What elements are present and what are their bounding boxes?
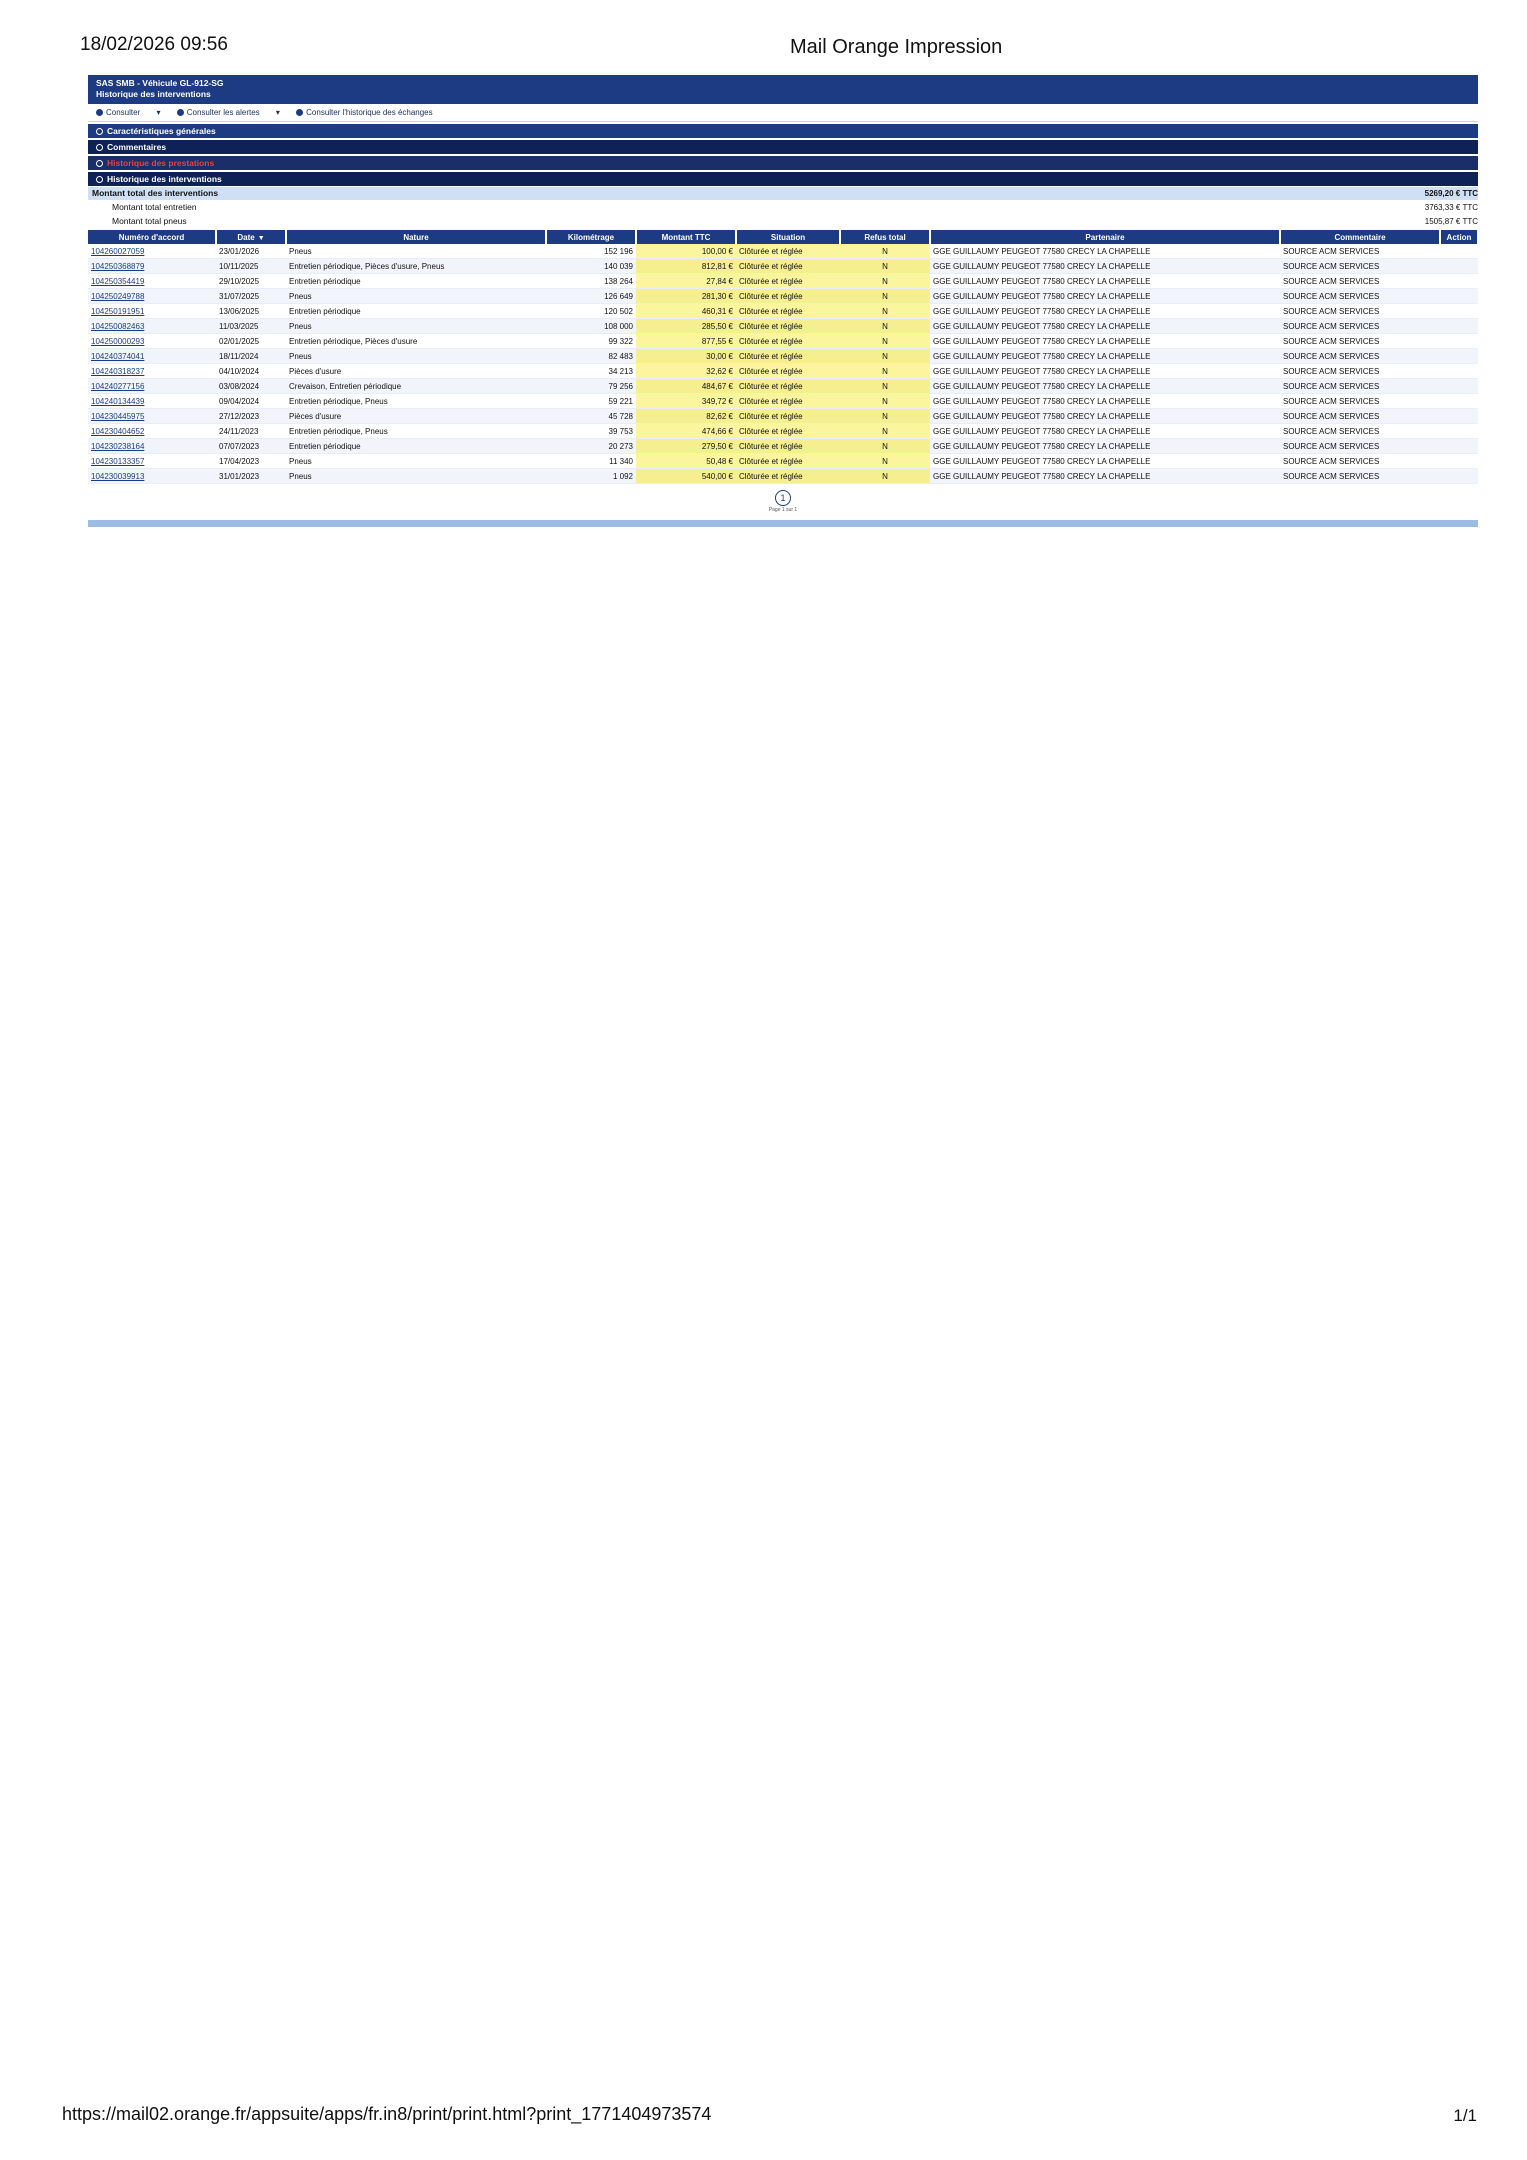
cell-partenaire: GGE GUILLAUMY PEUGEOT 77580 CRECY LA CHAPELLE [930, 364, 1280, 379]
pager [88, 490, 1478, 514]
cell-kilometrage: 152 196 [546, 244, 636, 259]
cell-action[interactable] [1440, 364, 1478, 379]
cell-accord-number[interactable]: 104250249788 [88, 289, 216, 304]
cell-action[interactable] [1440, 409, 1478, 424]
cell-refus: N [840, 424, 930, 439]
cell-kilometrage: 138 264 [546, 274, 636, 289]
cell-accord-number[interactable]: 104230445975 [88, 409, 216, 424]
cell-situation: Clôturée et réglée [736, 439, 840, 454]
section-label: Commentaires [107, 142, 167, 152]
cell-refus: N [840, 289, 930, 304]
total-interventions-label: Montant total des interventions [92, 188, 219, 198]
interventions-table [88, 230, 1479, 484]
cell-date: 10/11/2025 [216, 259, 286, 274]
table-row[interactable] [88, 274, 1478, 289]
cell-date: 03/08/2024 [216, 379, 286, 394]
cell-kilometrage: 39 753 [546, 424, 636, 439]
cell-nature: Entretien périodique [286, 439, 546, 454]
cell-montant: 484,67 € [636, 379, 736, 394]
cell-refus: N [840, 469, 930, 484]
table-row[interactable] [88, 394, 1478, 409]
cell-accord-number[interactable]: 104260027059 [88, 244, 216, 259]
cell-action[interactable] [1440, 439, 1478, 454]
cell-kilometrage: 126 649 [546, 289, 636, 304]
cell-nature: Pièces d'usure [286, 364, 546, 379]
history-icon [296, 109, 303, 116]
col-header-commentaire[interactable]: Commentaire [1280, 230, 1440, 244]
cell-nature: Pièces d'usure [286, 409, 546, 424]
cell-action[interactable] [1440, 274, 1478, 289]
cell-accord-number[interactable]: 104250000293 [88, 334, 216, 349]
cell-kilometrage: 45 728 [546, 409, 636, 424]
cell-commentaire: SOURCE ACM SERVICES [1280, 439, 1440, 454]
cell-commentaire: SOURCE ACM SERVICES [1280, 409, 1440, 424]
cell-refus: N [840, 259, 930, 274]
cell-situation: Clôturée et réglée [736, 409, 840, 424]
cell-commentaire: SOURCE ACM SERVICES [1280, 364, 1440, 379]
cell-action[interactable] [1440, 394, 1478, 409]
bottom-bar [88, 520, 1478, 527]
collapse-icon [96, 176, 103, 183]
cell-partenaire: GGE GUILLAUMY PEUGEOT 77580 CRECY LA CHAPELLE [930, 244, 1280, 259]
cell-accord-number[interactable]: 104250082463 [88, 319, 216, 334]
consult-icon [96, 109, 103, 116]
expand-icon [96, 144, 103, 151]
total-entretien-row [88, 201, 1478, 214]
cell-nature: Entretien périodique, Pièces d'usure [286, 334, 546, 349]
col-header-nature[interactable]: Nature [286, 230, 546, 244]
cell-date: 09/04/2024 [216, 394, 286, 409]
cell-date: 11/03/2025 [216, 319, 286, 334]
total-entretien-label: Montant total entretien [112, 202, 197, 212]
cell-situation: Clôturée et réglée [736, 379, 840, 394]
cell-partenaire: GGE GUILLAUMY PEUGEOT 77580 CRECY LA CHAPELLE [930, 274, 1280, 289]
intervention-history-app [88, 75, 1478, 527]
cell-situation: Clôturée et réglée [736, 364, 840, 379]
cell-partenaire: GGE GUILLAUMY PEUGEOT 77580 CRECY LA CHAPELLE [930, 304, 1280, 319]
cell-kilometrage: 1 092 [546, 469, 636, 484]
col-header-refus[interactable]: Refus total [840, 230, 930, 244]
cell-date: 23/01/2026 [216, 244, 286, 259]
cell-nature: Pneus [286, 454, 546, 469]
cell-commentaire: SOURCE ACM SERVICES [1280, 394, 1440, 409]
cell-kilometrage: 20 273 [546, 439, 636, 454]
cell-refus: N [840, 319, 930, 334]
expand-icon [96, 128, 103, 135]
cell-accord-number[interactable]: 104240318237 [88, 364, 216, 379]
total-pneus-row [88, 215, 1478, 228]
app-titlebar [88, 75, 1478, 104]
cell-partenaire: GGE GUILLAUMY PEUGEOT 77580 CRECY LA CHAPELLE [930, 259, 1280, 274]
table-row[interactable] [88, 379, 1478, 394]
cell-refus: N [840, 364, 930, 379]
cell-nature: Entretien périodique [286, 304, 546, 319]
cell-montant: 30,00 € [636, 349, 736, 364]
cell-accord-number[interactable]: 104230238164 [88, 439, 216, 454]
totals-panel [88, 186, 1478, 230]
cell-montant: 877,55 € [636, 334, 736, 349]
consult-alerts-label: Consulter les alertes [186, 108, 260, 117]
total-entretien-value: 3763,33 € TTC [1424, 203, 1478, 212]
table-row[interactable] [88, 259, 1478, 274]
cell-situation: Clôturée et réglée [736, 259, 840, 274]
print-footer-page: 1/1 [1453, 2106, 1477, 2125]
cell-accord-number[interactable]: 104240277156 [88, 379, 216, 394]
cell-kilometrage: 99 322 [546, 334, 636, 349]
cell-situation: Clôturée et réglée [736, 289, 840, 304]
cell-nature: Pneus [286, 349, 546, 364]
cell-kilometrage: 108 000 [546, 319, 636, 334]
cell-commentaire: SOURCE ACM SERVICES [1280, 469, 1440, 484]
cell-commentaire: SOURCE ACM SERVICES [1280, 259, 1440, 274]
section-label: Historique des interventions [107, 174, 222, 184]
cell-partenaire: GGE GUILLAUMY PEUGEOT 77580 CRECY LA CHAPELLE [930, 349, 1280, 364]
table-row[interactable] [88, 454, 1478, 469]
cell-situation: Clôturée et réglée [736, 454, 840, 469]
cell-situation: Clôturée et réglée [736, 349, 840, 364]
col-header-kilometrage[interactable]: Kilométrage [546, 230, 636, 244]
cell-action[interactable] [1440, 244, 1478, 259]
cell-situation: Clôturée et réglée [736, 424, 840, 439]
table-row[interactable] [88, 319, 1478, 334]
total-pneus-value: 1505,87 € TTC [1424, 217, 1478, 226]
cell-partenaire: GGE GUILLAUMY PEUGEOT 77580 CRECY LA CHAPELLE [930, 439, 1280, 454]
table-row[interactable] [88, 349, 1478, 364]
cell-refus: N [840, 349, 930, 364]
cell-nature: Entretien périodique, Pneus [286, 394, 546, 409]
cell-refus: N [840, 244, 930, 259]
cell-commentaire: SOURCE ACM SERVICES [1280, 454, 1440, 469]
consult-history-label: Consulter l'historique des échanges [306, 108, 433, 117]
cell-action[interactable] [1440, 304, 1478, 319]
cell-date: 31/07/2025 [216, 289, 286, 304]
cell-accord-number[interactable]: 104240374041 [88, 349, 216, 364]
cell-commentaire: SOURCE ACM SERVICES [1280, 289, 1440, 304]
cell-montant: 474,66 € [636, 424, 736, 439]
print-footer-url: https://mail02.orange.fr/appsuite/apps/fr.in8/print/print.html?print_1771404973574 [62, 2104, 712, 2124]
alerts-icon [177, 109, 184, 116]
cell-accord-number[interactable]: 104240134439 [88, 394, 216, 409]
cell-montant: 27,84 € [636, 274, 736, 289]
cell-date: 17/04/2023 [216, 454, 286, 469]
cell-date: 18/11/2024 [216, 349, 286, 364]
cell-montant: 460,31 € [636, 304, 736, 319]
total-pneus-label: Montant total pneus [112, 216, 187, 226]
cell-refus: N [840, 454, 930, 469]
cell-kilometrage: 82 483 [546, 349, 636, 364]
cell-situation: Clôturée et réglée [736, 334, 840, 349]
cell-partenaire: GGE GUILLAUMY PEUGEOT 77580 CRECY LA CHAPELLE [930, 454, 1280, 469]
cell-date: 04/10/2024 [216, 364, 286, 379]
cell-partenaire: GGE GUILLAUMY PEUGEOT 77580 CRECY LA CHAPELLE [930, 394, 1280, 409]
col-header-accord[interactable]: Numéro d'accord [88, 230, 216, 244]
cell-montant: 279,50 € [636, 439, 736, 454]
cell-nature: Entretien périodique [286, 274, 546, 289]
cell-montant: 285,50 € [636, 319, 736, 334]
cell-montant: 100,00 € [636, 244, 736, 259]
cell-montant: 82,62 € [636, 409, 736, 424]
cell-montant: 540,00 € [636, 469, 736, 484]
cell-date: 31/01/2023 [216, 469, 286, 484]
consult-history-button[interactable] [296, 108, 447, 117]
cell-accord-number[interactable]: 104230039913 [88, 469, 216, 484]
col-header-situation[interactable]: Situation [736, 230, 840, 244]
section-interventions-history[interactable] [88, 172, 1478, 186]
cell-montant: 349,72 € [636, 394, 736, 409]
table-row[interactable] [88, 424, 1478, 439]
cell-date: 02/01/2025 [216, 334, 286, 349]
cell-partenaire: GGE GUILLAUMY PEUGEOT 77580 CRECY LA CHAPELLE [930, 424, 1280, 439]
section-label: Caractéristiques générales [107, 126, 216, 136]
cell-accord-number[interactable]: 104250368879 [88, 259, 216, 274]
cell-action[interactable] [1440, 289, 1478, 304]
total-interventions-value: 5269,20 € TTC [1424, 189, 1478, 198]
cell-kilometrage: 59 221 [546, 394, 636, 409]
table-row[interactable] [88, 409, 1478, 424]
cell-accord-number[interactable]: 104250191951 [88, 304, 216, 319]
table-row[interactable] [88, 469, 1478, 484]
cell-partenaire: GGE GUILLAUMY PEUGEOT 77580 CRECY LA CHAPELLE [930, 289, 1280, 304]
cell-accord-number[interactable]: 104250354419 [88, 274, 216, 289]
cell-commentaire: SOURCE ACM SERVICES [1280, 334, 1440, 349]
cell-action[interactable] [1440, 469, 1478, 484]
table-body [88, 244, 1478, 484]
cell-refus: N [840, 379, 930, 394]
consult-label: Consulter [106, 108, 141, 117]
cell-refus: N [840, 274, 930, 289]
table-row[interactable] [88, 364, 1478, 379]
print-header-date: 18/02/2026 09:56 [80, 34, 228, 55]
cell-montant: 812,81 € [636, 259, 736, 274]
cell-situation: Clôturée et réglée [736, 244, 840, 259]
cell-partenaire: GGE GUILLAUMY PEUGEOT 77580 CRECY LA CHAPELLE [930, 409, 1280, 424]
cell-accord-number[interactable]: 104230404652 [88, 424, 216, 439]
cell-kilometrage: 120 502 [546, 304, 636, 319]
page-button-1[interactable]: 1 [775, 490, 791, 506]
cell-commentaire: SOURCE ACM SERVICES [1280, 274, 1440, 289]
table-row[interactable] [88, 439, 1478, 454]
cell-kilometrage: 11 340 [546, 454, 636, 469]
cell-date: 07/07/2023 [216, 439, 286, 454]
cell-situation: Clôturée et réglée [736, 304, 840, 319]
cell-nature: Crevaison, Entretien périodique [286, 379, 546, 394]
section-label: Historique des prestations [107, 158, 215, 168]
cell-kilometrage: 140 039 [546, 259, 636, 274]
cell-situation: Clôturée et réglée [736, 394, 840, 409]
cell-kilometrage: 34 213 [546, 364, 636, 379]
cell-montant: 281,30 € [636, 289, 736, 304]
print-header-title: Mail Orange Impression [790, 36, 1003, 58]
cell-commentaire: SOURCE ACM SERVICES [1280, 349, 1440, 364]
vehicle-title: SAS SMB - Véhicule GL-912-SG [96, 78, 224, 88]
col-header-action: Action [1440, 230, 1478, 244]
total-interventions-row[interactable] [88, 187, 1478, 200]
cell-date: 24/11/2023 [216, 424, 286, 439]
cell-action[interactable] [1440, 424, 1478, 439]
cell-partenaire: GGE GUILLAUMY PEUGEOT 77580 CRECY LA CHAPELLE [930, 319, 1280, 334]
cell-date: 27/12/2023 [216, 409, 286, 424]
cell-commentaire: SOURCE ACM SERVICES [1280, 379, 1440, 394]
cell-action[interactable] [1440, 379, 1478, 394]
cell-situation: Clôturée et réglée [736, 469, 840, 484]
cell-nature: Pneus [286, 469, 546, 484]
cell-nature: Pneus [286, 289, 546, 304]
cell-partenaire: GGE GUILLAUMY PEUGEOT 77580 CRECY LA CHAPELLE [930, 469, 1280, 484]
cell-action[interactable] [1440, 334, 1478, 349]
cell-date: 29/10/2025 [216, 274, 286, 289]
cell-refus: N [840, 394, 930, 409]
toolbar [88, 104, 1478, 122]
cell-refus: N [840, 439, 930, 454]
cell-action[interactable] [1440, 319, 1478, 334]
cell-commentaire: SOURCE ACM SERVICES [1280, 244, 1440, 259]
col-header-date[interactable] [216, 230, 286, 244]
pager-label: Page 1 sur 1 [768, 507, 798, 513]
cell-nature: Entretien périodique, Pièces d'usure, Pneus [286, 259, 546, 274]
section-services-history[interactable] [88, 156, 1478, 170]
date-header-label: Date [237, 232, 255, 242]
cell-situation: Clôturée et réglée [736, 274, 840, 289]
consult-alerts-button[interactable]: Consulter les alertes ▾ [177, 108, 280, 117]
cell-partenaire: GGE GUILLAUMY PEUGEOT 77580 CRECY LA CHAPELLE [930, 379, 1280, 394]
table-row[interactable] [88, 304, 1478, 319]
cell-commentaire: SOURCE ACM SERVICES [1280, 304, 1440, 319]
cell-nature: Entretien périodique, Pneus [286, 424, 546, 439]
cell-situation: Clôturée et réglée [736, 319, 840, 334]
col-header-partenaire[interactable]: Partenaire [930, 230, 1280, 244]
cell-action[interactable] [1440, 259, 1478, 274]
cell-montant: 50,48 € [636, 454, 736, 469]
cell-montant: 32,62 € [636, 364, 736, 379]
collapse-icon [96, 160, 103, 167]
cell-accord-number[interactable]: 104230133357 [88, 454, 216, 469]
table-row[interactable] [88, 289, 1478, 304]
page-subtitle: Historique des interventions [96, 89, 211, 99]
cell-partenaire: GGE GUILLAUMY PEUGEOT 77580 CRECY LA CHAPELLE [930, 334, 1280, 349]
cell-refus: N [840, 334, 930, 349]
cell-date: 13/06/2025 [216, 304, 286, 319]
cell-action[interactable] [1440, 349, 1478, 364]
cell-kilometrage: 79 256 [546, 379, 636, 394]
section-comments[interactable] [88, 140, 1478, 154]
cell-refus: N [840, 409, 930, 424]
cell-action[interactable] [1440, 454, 1478, 469]
table-row[interactable] [88, 244, 1478, 259]
cell-refus: N [840, 304, 930, 319]
section-general-characteristics[interactable] [88, 124, 1478, 138]
sort-down-icon: ▼ [257, 234, 265, 242]
col-header-montant[interactable]: Montant TTC [636, 230, 736, 244]
cell-nature: Pneus [286, 244, 546, 259]
table-header-row [88, 230, 1478, 244]
cell-nature: Pneus [286, 319, 546, 334]
cell-commentaire: SOURCE ACM SERVICES [1280, 424, 1440, 439]
cell-commentaire: SOURCE ACM SERVICES [1280, 319, 1440, 334]
consult-button[interactable]: Consulter ▾ [96, 108, 161, 117]
table-row[interactable] [88, 334, 1478, 349]
